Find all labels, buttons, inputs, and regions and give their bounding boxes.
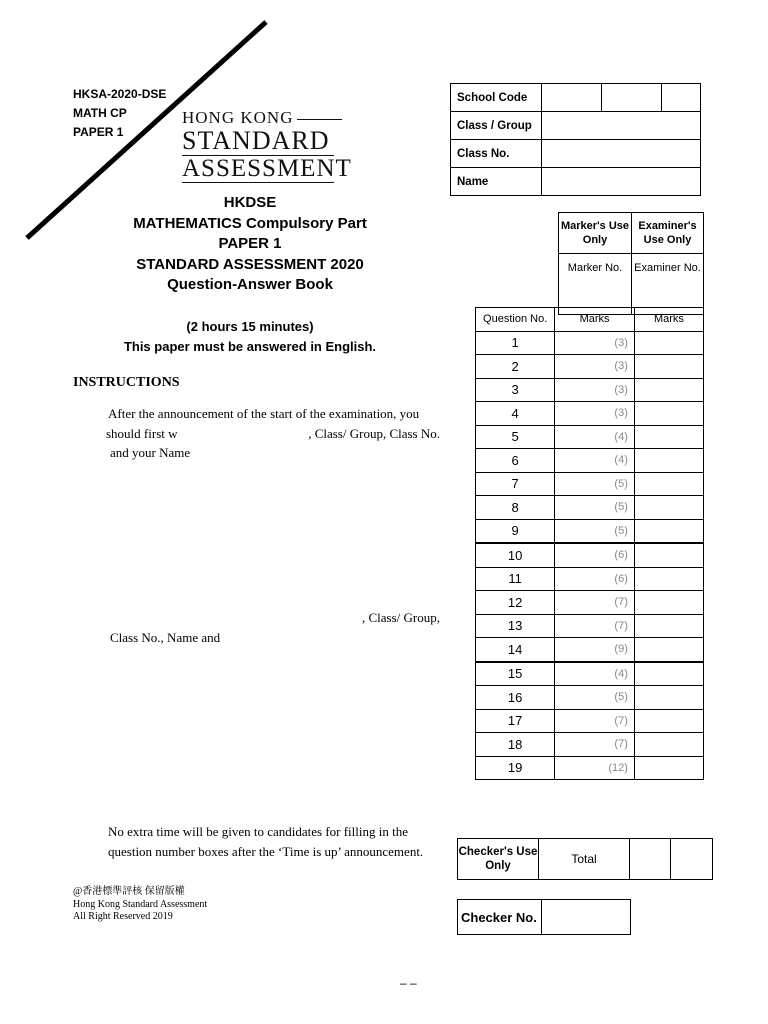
- paper-code: [73, 85, 166, 142]
- instruction-line: Class No., Name and: [110, 629, 221, 645]
- instruction-paragraph-1: [108, 404, 440, 463]
- class-no-label: Class No.: [451, 140, 542, 168]
- exam-duration-block: [100, 317, 400, 357]
- marks-row: [476, 638, 704, 662]
- exam-duration: (2 hours 15 minutes): [186, 319, 314, 334]
- marks-cell[interactable]: (12): [555, 756, 635, 780]
- exam-title: [120, 193, 380, 296]
- marks-row: [476, 614, 704, 638]
- logo-line-2: STANDARD: [182, 126, 330, 155]
- instruction-line: , Class/ Group, Class No.: [308, 425, 440, 441]
- logo-rule: [182, 182, 334, 183]
- examiner-marks-cell[interactable]: [634, 662, 703, 686]
- question-number: 10: [476, 543, 555, 567]
- marks-row: [476, 709, 704, 733]
- question-number: 1: [476, 331, 555, 355]
- question-number: 8: [476, 496, 555, 520]
- class-no-field[interactable]: [542, 140, 701, 168]
- instruction-line: After the announcement of the start of the examination, you: [108, 406, 420, 421]
- language-note: This paper must be answered in English.: [123, 339, 377, 354]
- checker-no-label: Checker No.: [458, 900, 542, 935]
- marks-row: [476, 355, 704, 379]
- examiner-marks-cell[interactable]: [634, 591, 703, 615]
- examiner-marks-cell[interactable]: [634, 496, 703, 520]
- school-code-box[interactable]: [602, 84, 662, 112]
- examiner-use-header: Examiner's Use Only: [632, 213, 704, 254]
- candidate-info-table: [450, 83, 701, 196]
- class-group-field[interactable]: [542, 112, 701, 140]
- marks-cell[interactable]: (3): [555, 378, 635, 402]
- marks-row: [476, 378, 704, 402]
- total-box[interactable]: [630, 839, 671, 880]
- marks-header: Marks: [634, 308, 703, 332]
- marks-cell[interactable]: (4): [555, 662, 635, 686]
- marks-cell[interactable]: (7): [555, 614, 635, 638]
- examiner-marks-cell[interactable]: [634, 425, 703, 449]
- marks-cell[interactable]: (4): [555, 449, 635, 473]
- marker-examiner-table: [558, 212, 704, 315]
- organization-logo: [182, 108, 352, 183]
- examiner-marks-cell[interactable]: [634, 355, 703, 379]
- name-label: Name: [451, 168, 542, 196]
- title-line: Question-Answer Book: [167, 276, 333, 293]
- marks-row: [476, 496, 704, 520]
- marks-row: [476, 425, 704, 449]
- examiner-marks-cell[interactable]: [634, 756, 703, 780]
- question-number: 15: [476, 662, 555, 686]
- school-code-box[interactable]: [542, 84, 602, 112]
- examiner-no-label: Examiner No.: [632, 254, 704, 315]
- instruction-paragraph-2: [108, 608, 440, 647]
- marks-cell[interactable]: (3): [555, 355, 635, 379]
- paper-code-line: MATH CP: [73, 106, 127, 120]
- name-field[interactable]: [542, 168, 701, 196]
- logo-rule: [297, 119, 342, 120]
- instruction-line: No extra time will be given to candidates for filling in the: [108, 824, 409, 839]
- question-number: 9: [476, 519, 555, 543]
- examiner-marks-cell[interactable]: [634, 709, 703, 733]
- marks-row: [476, 472, 704, 496]
- examiner-marks-cell[interactable]: [634, 331, 703, 355]
- question-number: 12: [476, 591, 555, 615]
- checker-no-table: [457, 899, 631, 935]
- marks-row: [476, 756, 704, 780]
- marks-row: [476, 567, 704, 591]
- marks-row: [476, 519, 704, 543]
- marks-row: [476, 591, 704, 615]
- marks-cell[interactable]: (5): [555, 496, 635, 520]
- marks-row: [476, 331, 704, 355]
- total-label: Total: [539, 839, 630, 880]
- examiner-marks-cell[interactable]: [634, 519, 703, 543]
- marks-cell[interactable]: (5): [555, 686, 635, 710]
- marks-cell[interactable]: (9): [555, 638, 635, 662]
- marks-cell[interactable]: (6): [555, 543, 635, 567]
- school-code-box[interactable]: [662, 84, 701, 112]
- question-number: 13: [476, 614, 555, 638]
- instructions-heading: INSTRUCTIONS: [73, 375, 180, 390]
- question-number: 11: [476, 567, 555, 591]
- copyright-line: All Right Reserved 2019: [73, 911, 173, 922]
- page-number-mark: – –: [400, 976, 417, 990]
- question-number: 7: [476, 472, 555, 496]
- examiner-marks-cell[interactable]: [634, 378, 703, 402]
- question-number: 19: [476, 756, 555, 780]
- marks-cell[interactable]: (4): [555, 425, 635, 449]
- examiner-marks-cell[interactable]: [634, 638, 703, 662]
- examiner-marks-cell[interactable]: [634, 567, 703, 591]
- logo-line-3: ASSESSMENT: [182, 155, 352, 182]
- copyright-block: [73, 886, 207, 924]
- examiner-marks-cell[interactable]: [634, 449, 703, 473]
- title-line: MATHEMATICS Compulsory Part: [133, 214, 367, 232]
- instruction-line: should first w: [106, 425, 178, 441]
- examiner-marks-cell[interactable]: [634, 733, 703, 757]
- marks-cell[interactable]: (7): [555, 709, 635, 733]
- marks-cell[interactable]: (5): [555, 472, 635, 496]
- marks-cell[interactable]: (6): [555, 567, 635, 591]
- marks-row: [476, 686, 704, 710]
- question-number: 6: [476, 449, 555, 473]
- checker-no-field[interactable]: [542, 900, 631, 935]
- logo-line-1: HONG KONG: [182, 108, 294, 127]
- instruction-line: , Class/ Group,: [362, 610, 440, 625]
- marker-no-label: Marker No.: [559, 254, 632, 315]
- question-number: 5: [476, 425, 555, 449]
- marks-row: [476, 449, 704, 473]
- marks-row: [476, 662, 704, 686]
- question-no-header: Question No.: [476, 308, 555, 332]
- instruction-paragraph-3: [108, 822, 443, 861]
- instruction-line: and your Name: [110, 445, 191, 460]
- school-code-label: School Code: [451, 84, 542, 112]
- marks-cell[interactable]: (3): [555, 402, 635, 426]
- marks-table: [475, 307, 704, 780]
- paper-code-line: PAPER 1: [73, 125, 124, 139]
- question-number: 16: [476, 686, 555, 710]
- examiner-marks-cell[interactable]: [634, 614, 703, 638]
- question-number: 17: [476, 709, 555, 733]
- marks-row: [476, 733, 704, 757]
- copyright-line: Hong Kong Standard Assessment: [73, 898, 208, 910]
- question-number: 3: [476, 378, 555, 402]
- marks-row: [476, 543, 704, 567]
- checker-use-label: Checker's Use Only: [458, 839, 539, 880]
- title-line: PAPER 1: [218, 235, 282, 252]
- marks-cell[interactable]: (7): [555, 591, 635, 615]
- question-number: 18: [476, 733, 555, 757]
- copyright-line: @香港標準評核 保留版權: [73, 886, 185, 897]
- marks-cell[interactable]: (3): [555, 331, 635, 355]
- instruction-line: question number boxes after the ‘Time is up’ announcement.: [108, 843, 424, 859]
- examiner-marks-cell[interactable]: [634, 402, 703, 426]
- marks-header: Marks: [555, 308, 635, 332]
- marks-cell[interactable]: (5): [555, 519, 635, 543]
- class-group-label: Class / Group: [451, 112, 542, 140]
- title-line: HKDSE: [223, 194, 277, 211]
- examiner-marks-cell[interactable]: [634, 686, 703, 710]
- examiner-marks-cell[interactable]: [634, 543, 703, 567]
- question-number: 14: [476, 638, 555, 662]
- marks-row: [476, 402, 704, 426]
- total-box[interactable]: [671, 839, 713, 880]
- marker-use-header: Marker's Use Only: [559, 213, 632, 254]
- title-line: STANDARD ASSESSMENT 2020: [136, 255, 364, 273]
- marks-cell[interactable]: (7): [555, 733, 635, 757]
- paper-code-line: HKSA-2020-DSE: [73, 87, 167, 101]
- examiner-marks-cell[interactable]: [634, 472, 703, 496]
- question-number: 4: [476, 402, 555, 426]
- question-number: 2: [476, 355, 555, 379]
- checker-table: [457, 838, 713, 880]
